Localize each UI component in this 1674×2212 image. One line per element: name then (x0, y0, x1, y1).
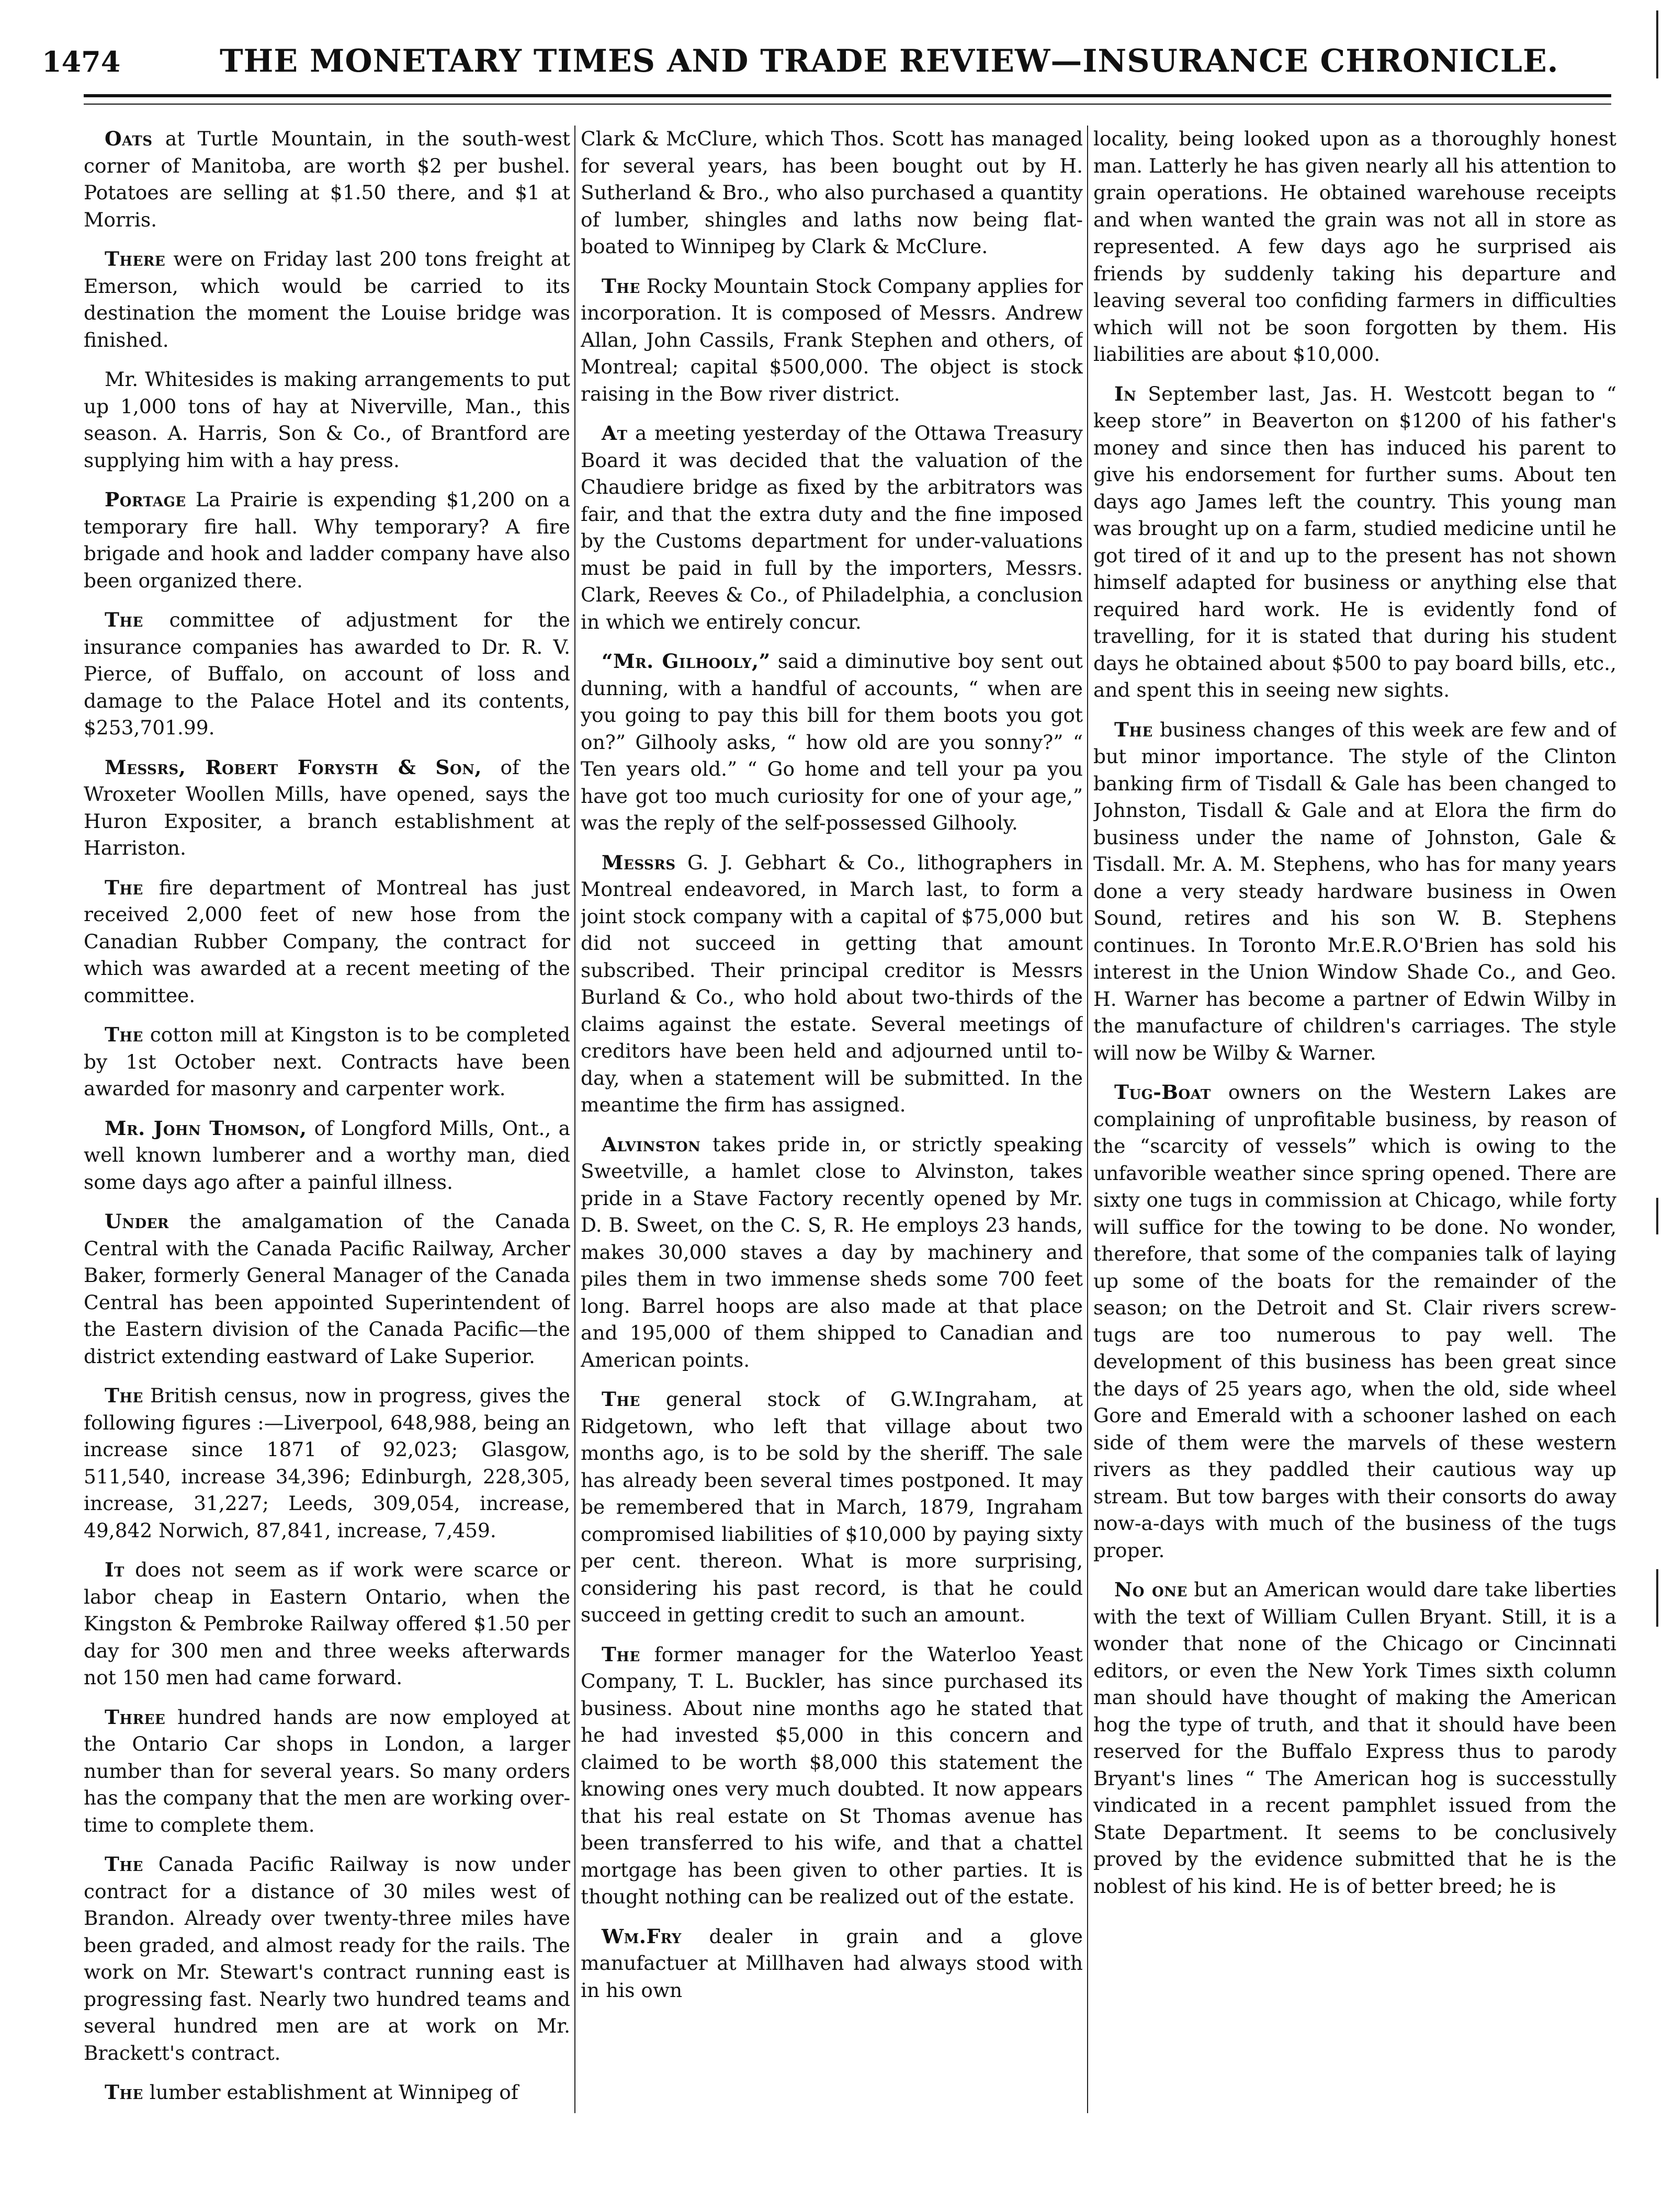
article-paragraph (581, 1641, 1083, 1911)
column-divider (574, 126, 575, 2113)
article-paragraph (84, 486, 570, 594)
paragraph-text: dealer in grain and a glove manufactuer at Millhaven had always stood with in his own (581, 1924, 1083, 2002)
article-paragraph (84, 1851, 570, 2067)
article-paragraph (84, 126, 570, 233)
paragraph-text: lumber establishment at Winnipeg of (143, 2081, 518, 2104)
article-paragraph (1093, 126, 1616, 368)
column-1 (84, 126, 570, 2176)
paragraph-text: business changes of this week are few and of but minor importance. The style of the Clinton banking firm of Tisdall & Gale has been changed to Johnston, Tisdall & Gale and at Elora the firm do business under the name of Johnston, Gale & Tisdall. Mr. A. M. Stephens, who has for many years done a very steady hardware business in Owen Sound, retires and his son W. B. Stephens continues. In Toronto Mr.E.R.O'Brien has sold his interest in the Union Window Shade Co., and Geo. H. Warner has become a partner of Edwin Wilby in the manufacture of children's carriages. The style will now be Wilby & Warner. (1093, 718, 1616, 1064)
journal-title: THE MONETARY TIMES AND TRADE REVIEW—INSURANCE CHRONICLE. (220, 43, 1559, 80)
paragraph-text: hundred hands are now employed at the Ontario Car shops in London, a larger number than for several years. So many orders has the company that the men are working over-time to complete them. (84, 1705, 570, 1836)
paragraph-text: locality, being looked upon as a thoroughly honest man. Latterly he has given nearly all his attention to grain operations. He obtained warehouse receipts and when wanted the grain was not all in store as represented. A few days ago he surprised ais friends by suddenly taking his departure and leaving several too confiding farmers in difficulties which will not be soon forgotten by them. His liabilities are about $10,000. (1093, 127, 1616, 366)
paragraph-text: the amalgamation of the Canada Central with the Canada Pacific Railway, Archer Baker, formerly General Manager of the Canada Central has been appointed Superintendent of the Eastern division of the Canada Pacific—the district extending eastward of Lake Superior. (84, 1210, 570, 1368)
paragraph-lead: The (105, 876, 143, 899)
column-3 (1093, 126, 1616, 2176)
article-paragraph (581, 126, 1083, 260)
paragraph-text: committee of adjustment for the insurance companies has awarded to Dr. R. V. Pierce, of Buffalo, on account of loss and damage to the Palace Hotel and its contents, $253,701.99. (84, 608, 570, 739)
page-edge-mark (1656, 10, 1658, 78)
article-paragraph (84, 1208, 570, 1370)
page-header (42, 37, 1632, 94)
page-edge-mark (1656, 1198, 1658, 1234)
paragraph-lead: Three (105, 1705, 166, 1729)
paragraph-text: Rocky Mountain Stock Company applies for incorporation. It is composed of Messrs. Andrew Allan, John Cassils, Frank Stephen and others, of Montreal; capital $500,000. The object is stock raising in the Bow river district. (581, 274, 1083, 405)
paragraph-text: were on Friday last 200 tons freight at Emerson, which would be carried to its destination the moment the Louise bridge was finished. (84, 247, 570, 351)
header-rule-thin (84, 104, 1611, 105)
paragraph-lead: It (105, 1558, 125, 1581)
article-paragraph (84, 1557, 570, 1692)
article-paragraph (1093, 717, 1616, 1067)
article-paragraph (581, 1131, 1083, 1374)
paragraph-lead: There (105, 247, 166, 270)
article-paragraph (581, 420, 1083, 636)
paragraph-lead: The (105, 1853, 143, 1876)
column-divider (1087, 126, 1088, 2113)
paragraph-lead: Tug-Boat (1114, 1081, 1211, 1104)
paragraph-lead: At (602, 422, 628, 445)
paragraph-text: owners on the Western Lakes are complaining of unprofitable business, by reason of the “scarcity of vessels” which is owing to the unfavorible weather since spring opened. There are sixty one tugs in commission at Chicago, while forty will suffice for the towing to be done. No wonder, therefore, that some of the companies talk of laying up some of the boats for the remainder of the season; on the Detroit and St. Clair rivers screw-tugs are too numerous to pay well. The development of this business has been great since the days of 25 years ago, when the old, side wheel Gore and Emerald with a schooner lashed on each side of them were the marvels of these western rivers as they paddled their cautious way up stream. But tow barges with their consorts do away now-a-days with much of the business of the tugs proper. (1093, 1081, 1616, 1562)
paragraph-text: British census, now in progress, gives the following figures :—Liverpool, 648,988, being an increase since 1871 of 92,023; Glasgow, 511,540, increase 34,396; Edinburgh, 228,305, increase, 31,227; Leeds, 309,054, increase, 49,842 Norwich, 87,841, increase, 7,459. (84, 1384, 570, 1542)
paragraph-lead: The (105, 2081, 143, 2104)
paragraph-lead: Messrs (602, 850, 676, 874)
article-paragraph (84, 246, 570, 354)
page-number: 1474 (42, 45, 121, 78)
paragraph-text: Canada Pacific Railway is now under contract for a distance of 30 miles west of Brandon. Already over twenty-three miles have been graded, and almost ready for the rails. The work on Mr. Stewart's contract running east is progressing fast. Nearly two hundred teams and several hundred men are at work on Mr. Brackett's contract. (84, 1853, 570, 2064)
paragraph-lead: The (602, 274, 640, 298)
paragraph-text: September last, Jas. H. Westcott began to “ keep store” in Beaverton on $1200 of his father's money and since then has induced his parent to give his endorsement for further sums. About ten days ago James left the country. This young man was brought up on a farm, studied medicine until he got tired of it and up to the present has not shown himself adapted for business or anything else that required hard work. He is evidently fond of travelling, for it is stated that during his student days he obtained about $500 to pay board bills, etc., and spent this in seeing new sights. (1093, 382, 1616, 701)
paragraph-text: fire department of Montreal has just received 2,000 feet of new hose from the Canadian Rubber Company, the contract for which was awarded at a recent meeting of the committee. (84, 876, 570, 1007)
paragraph-lead: Portage (105, 488, 186, 511)
paragraph-lead: The (602, 1642, 640, 1666)
paragraph-lead: Alvinston (602, 1132, 701, 1156)
article-paragraph (581, 1923, 1083, 2004)
paragraph-text: Mr. Whitesides is making arrangements to put up 1,000 tons of hay at Niverville, Man., this season. A. Harris, Son & Co., of Brantford are supplying him with a hay press. (84, 368, 570, 472)
paragraph-text: La Prairie is expending $1,200 on a temporary fire hall. Why temporary? A fire brigade and hook and ladder company have also been organized there. (84, 488, 570, 592)
paragraph-lead: Oats (105, 127, 153, 150)
paragraph-lead: The (1114, 718, 1153, 741)
article-paragraph (84, 366, 570, 474)
paragraph-text: of the Wroxeter Woollen Mills, have opened, says the Huron Expositer, a branch establishment at Harriston. (84, 755, 570, 859)
paragraph-lead: Under (105, 1210, 169, 1233)
paragraph-text: former manager for the Waterloo Yeast Company, T. L. Buckler, has since purchased its business. About nine months ago he stated that he had invested $5,000 in this concern and claimed to be worth $8,000 this statement the knowing ones very much doubted. It now appears that his real estate on St Thomas avenue has been transferred to his wife, and that a chattel mortgage has been given to other parties. It is thought nothing can be realized out of the estate. (581, 1642, 1083, 1908)
article-paragraph (84, 1382, 570, 1544)
article-paragraph (84, 607, 570, 742)
paragraph-text: general stock of G.W.Ingraham, at Ridgetown, who left that village about two months ago, is to be sold by the sheriff. The sale has already been several times postponed. It may be remembered that in March, 1879, Ingraham compromised liabilities of $10,000 by paying sixty per cent. thereon. What is more surprising, considering his past record, is that he could succeed in getting credit to such an amount. (581, 1388, 1083, 1626)
article-paragraph (581, 849, 1083, 1119)
paragraph-lead: Mr. John Thomson, (105, 1116, 307, 1140)
article-paragraph (1093, 381, 1616, 704)
paragraph-text: cotton mill at Kingston is to be completed by 1st October next. Contracts have been awarded for masonry and carpenter work. (84, 1023, 570, 1100)
article-paragraph (84, 2079, 570, 2106)
paragraph-lead: No one (1114, 1578, 1187, 1601)
paragraph-lead: “Mr. Gilhooly,” (602, 650, 771, 673)
page-edge-mark (1656, 1569, 1658, 1627)
article-paragraph (84, 1704, 570, 1839)
paragraph-lead: The (105, 1023, 143, 1046)
paragraph-lead: The (602, 1388, 640, 1411)
article-paragraph (84, 1115, 570, 1196)
paragraph-text: of Longford Mills, Ont., a well known lumberer and a worthy man, died some days ago after a painful illness. (84, 1116, 570, 1194)
paragraph-lead: The (105, 1384, 143, 1407)
paragraph-text: G. J. Gebhart & Co., lithographers in Montreal endeavored, in March last, to form a joint stock company with a capital of $75,000 but did not succeed in getting that amount subscribed. Their principal creditor is Messrs Burland & Co., who hold about two-thirds of the claims against the estate. Several meetings of creditors have been held and adjourned until to-day, when a statement will be submitted. In the meantime the firm has assigned. (581, 850, 1083, 1116)
paragraph-lead: In (1114, 382, 1137, 405)
article-paragraph (84, 754, 570, 862)
paragraph-text: at Turtle Mountain, in the south-west corner of Manitoba, are worth $2 per bushel. Potatoes are selling at $1.50 there, and $1 at Morris. (84, 127, 570, 231)
article-paragraph (84, 1022, 570, 1103)
paragraph-text: takes pride in, or strictly speaking Sweetville, a hamlet close to Alvinston, takes pride in a Stave Factory recently opened by Mr. D. B. Sweet, on the C. S, R. He employs 23 hands, makes 30,000 staves a day by machinery and piles them in two immense sheds some 700 feet long. Barrel hoops are also made at that place and 195,000 of them shipped to Canadian and American points. (581, 1132, 1083, 1371)
paragraph-text: a meeting yesterday of the Ottawa Treasury Board it was decided that the valuation of the Chaudiere bridge as fixed by the arbitrators was fair, and that the extra duty and the fine imposed by the Customs department for under-valuations must be paid in full by the importers, Messrs. Clark, Reeves & Co., of Philadelphia, a conclusion in which we entirely concur. (581, 422, 1083, 633)
article-paragraph (581, 273, 1083, 408)
article-paragraph (581, 1386, 1083, 1629)
header-rule (84, 94, 1611, 97)
column-2 (581, 126, 1083, 2176)
paragraph-text: does not seem as if work were scarce or labor cheap in Eastern Ontario, when the Kingston & Pembroke Railway offered $1.50 per day for 300 men and three weeks afterwards not 150 men had came forward. (84, 1558, 570, 1689)
paragraph-text: Clark & McClure, which Thos. Scott has managed for several years, has been bought out by H. Sutherland & Bro., who also purchased a quantity of lumber, shingles and laths now being flat-boated to Winnipeg by Clark & McClure. (581, 127, 1083, 258)
article-paragraph (1093, 1079, 1616, 1564)
paragraph-lead: Wm.Fry (602, 1924, 682, 1948)
paragraph-text: but an American would dare take liberties with the text of William Cullen Bryant. Still, it is a wonder that none of the Chicago or Cincinnati editors, or even the New York Times sixth column man should have thought of making the American hog the type of truth, and that it should have been reserved for the Buffalo Express thus to parody Bryant's lines “ The American hog is successtully vindicated in a recent pamphlet issued from the State Department. It seems to be conclusively proved by the evidence submitted that he is the noblest of his kind. He is of better breed; he is (1093, 1578, 1616, 1898)
article-paragraph (84, 875, 570, 1009)
article-paragraph (1093, 1576, 1616, 1900)
paragraph-lead: Messrs, Robert Forysth & Son, (105, 755, 482, 779)
article-paragraph (581, 648, 1083, 837)
paragraph-lead: The (105, 608, 143, 631)
paragraph-text: said a diminutive boy sent out dunning, with a handful of accounts, “ when are you going to pay this bill for them boots you got on?” Gilhooly asks, “ how old are you sonny?” “ Ten years old.” “ Go home and tell your pa you have got too much curiosity for one of your age,” was the reply of the self-possessed Gilhooly. (581, 650, 1083, 834)
